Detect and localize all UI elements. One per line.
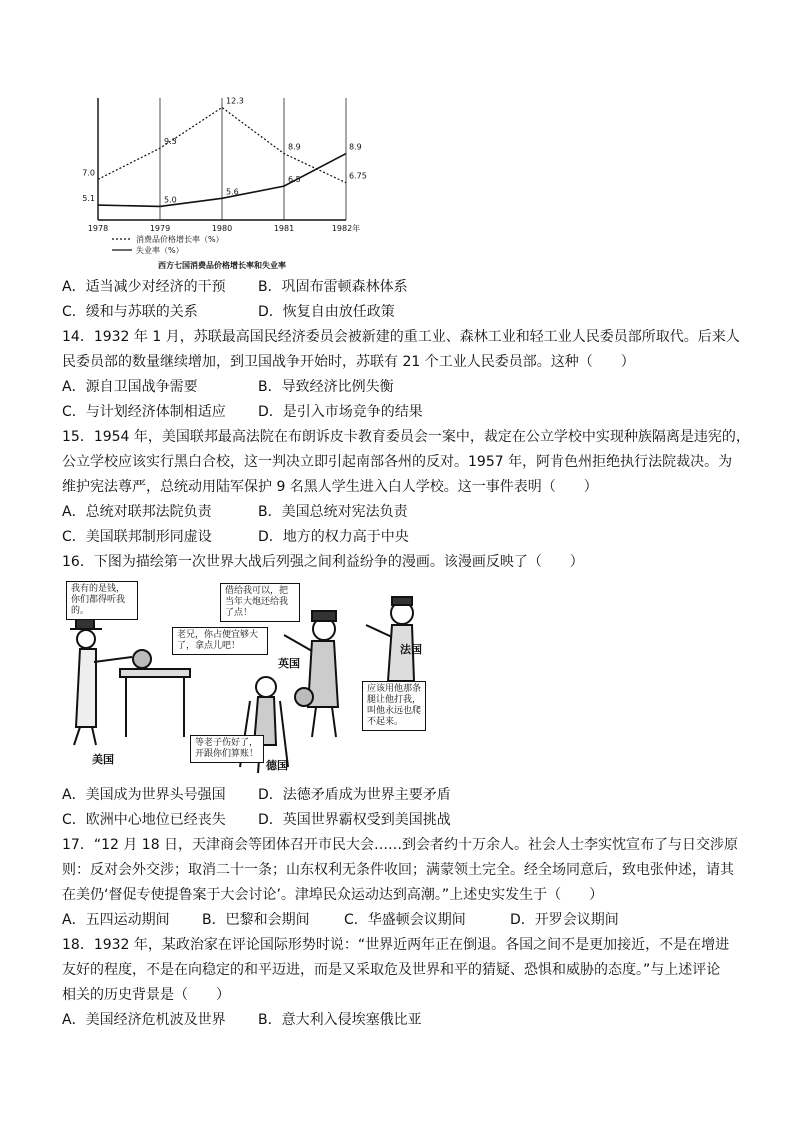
x-tick-label: 1981 xyxy=(273,224,295,233)
label-germany: 德国 xyxy=(266,759,288,772)
question-18-line: 友好的程度，不是在向稳定的和平迈进，而是又采取危及世界和平的猜疑、恐惧和威胁的态度。”与上述评论 xyxy=(62,962,721,978)
option-d: D．恢复自由放任政策 xyxy=(258,304,395,320)
option-b: B．导致经济比例失衡 xyxy=(258,379,394,395)
option-b: B．巴黎和会期间 xyxy=(202,912,310,928)
option-b: B．巩固布雷顿森林体系 xyxy=(258,279,408,295)
speech-bubble-uk-second: 老兄，你占便宜够大了，拿点儿吧！ xyxy=(172,627,268,655)
x-tick-label: 1980 xyxy=(211,224,233,233)
option-d: D．是引入市场竞争的结果 xyxy=(258,404,423,420)
question-15-line: 15．1954 年，美国联邦最高法院在布朗诉皮卡教育委员会一案中，裁定在公立学校中实现种族隔离是违宪的， xyxy=(62,429,750,445)
question-15-line: 公立学校应该实行黑白合校，这一判决立即引起南部各州的反对。1957 年，阿肯色州拒绝执行法院裁决。为 xyxy=(62,454,733,470)
option-a: A．源自卫国战争需要 xyxy=(62,379,198,395)
option-b: B．美国总统对宪法负责 xyxy=(258,504,408,520)
option-b: B．意大利入侵埃塞俄比亚 xyxy=(258,1012,422,1028)
line-chart xyxy=(62,92,372,272)
option-c: C．缓和与苏联的关系 xyxy=(62,304,198,320)
legend-label: 失业率（%） xyxy=(136,246,184,255)
x-tick-label: 1982年 xyxy=(331,224,361,233)
data-label: 7.0 xyxy=(82,168,95,178)
data-label: 5.0 xyxy=(164,195,177,205)
question-14-line: 民委员部的数量继续增加，到卫国战争开始时，苏联有 21 个工业人民委员部。这种（ ） xyxy=(62,354,635,370)
option-c: C．美国联邦制形同虚设 xyxy=(62,529,212,545)
label-uk: 英国 xyxy=(278,657,300,670)
option-c: C．欧洲中心地位已经丧失 xyxy=(62,812,226,828)
question-16-line: 16．下图为描绘第一次世界大战后列强之间利益纷争的漫画。该漫画反映了（ ） xyxy=(62,554,584,570)
data-label: 5.1 xyxy=(82,194,95,204)
option-a: A．五四运动期间 xyxy=(62,912,170,928)
question-18-line: 相关的历史背景是（ ） xyxy=(62,987,230,1003)
data-label: 8.9 xyxy=(288,142,301,152)
x-tick-label: 1978 xyxy=(87,224,109,233)
data-label: 6.75 xyxy=(349,171,367,181)
option-d: D．法德矛盾成为世界主要矛盾 xyxy=(258,787,451,803)
option-c: C．与计划经济体制相适应 xyxy=(62,404,226,420)
option-a: A．适当减少对经济的干预 xyxy=(62,279,226,295)
question-15-line: 维护宪法尊严，总统动用陆军保护 9 名黑人学生进入白人学校。这一事件表明（ ） xyxy=(62,479,598,495)
x-tick-label: 1979 xyxy=(149,224,171,233)
data-label: 9.3 xyxy=(164,137,177,147)
label-usa: 美国 xyxy=(92,753,114,766)
label-france: 法国 xyxy=(400,643,422,656)
question-14-line: 14．1932 年 1 月，苏联最高国民经济委员会被新建的重工业、森林工业和轻工业人民委员部所取代。后来人 xyxy=(62,329,740,345)
option-d: D．开罗会议期间 xyxy=(510,912,619,928)
option-a: A．美国经济危机波及世界 xyxy=(62,1012,226,1028)
chart-title: 西方七国消费品价格增长率和失业率 xyxy=(158,261,286,270)
speech-bubble-germany: 等老子伤好了，开跟你们算账！ xyxy=(190,735,264,763)
data-label: 5.6 xyxy=(226,187,239,197)
data-label: 8.9 xyxy=(349,142,362,152)
question-18-line: 18．1932 年，某政治家在评论国际形势时说：“世界近两年正在倒退。各国之间不是更加接近，不是在增进 xyxy=(62,937,730,953)
question-17-line: 则：反对会外交涉；取消二十一条；山东权利无条件收回；满蒙领土完全。经全场同意后，致电张仲述，请其 xyxy=(62,862,734,878)
option-d: D．英国世界霸权受到美国挑战 xyxy=(258,812,451,828)
speech-bubble-usa: 我有的是钱，你们都得听我的。 xyxy=(66,581,138,620)
cartoon-illustration xyxy=(62,577,454,777)
speech-bubble-france: 应该用他那条腿让他打我，叫他永远也爬不起来。 xyxy=(362,681,426,731)
legend-label: 消费品价格增长率（%） xyxy=(136,235,224,244)
option-d: D．地方的权力高于中央 xyxy=(258,529,409,545)
question-17-line: 在美仍‘督促专使提鲁案于大会讨论’。津埠民众运动达到高潮。”上述史实发生于（ ） xyxy=(62,887,604,903)
option-a: A．美国成为世界头号强国 xyxy=(62,787,226,803)
speech-bubble-uk: 借给我可以，把当年大炮还给我了点！ xyxy=(220,583,300,622)
option-c: C．华盛顿会议期间 xyxy=(344,912,466,928)
question-17-line: 17．“12 月 18 日，天津商会等团体召开市民大会……到会者约十万余人。社会人士李实忱宣布了与日交涉原 xyxy=(62,837,739,853)
data-label: 6.5 xyxy=(288,175,301,185)
option-a: A．总统对联邦法院负责 xyxy=(62,504,212,520)
data-label: 12.3 xyxy=(226,96,244,106)
